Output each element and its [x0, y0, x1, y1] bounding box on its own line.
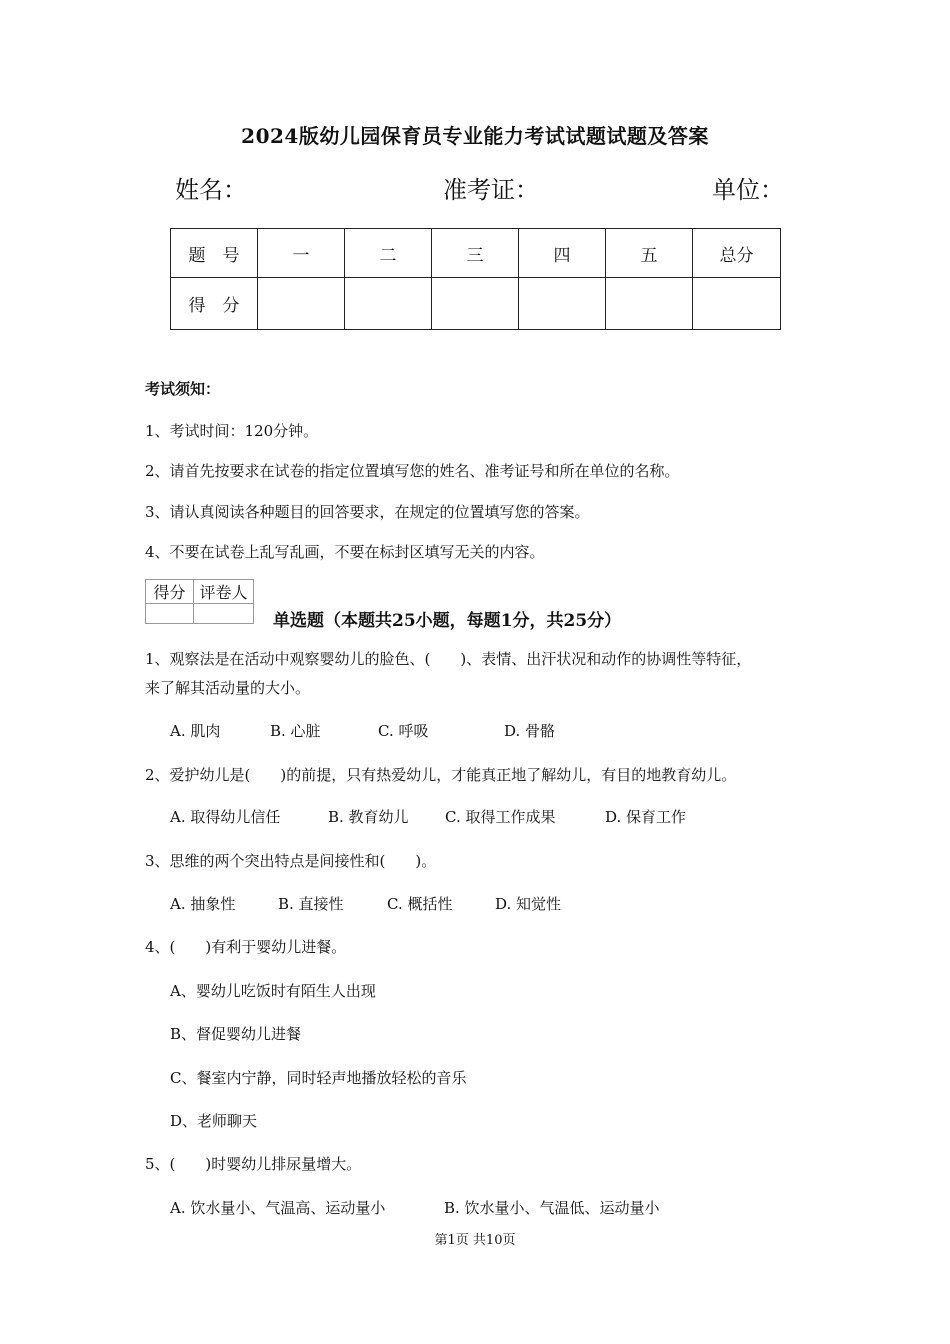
question-4-stem: 4、( )有利于婴幼儿进餐。 [145, 938, 347, 956]
score-header-4: 四 [519, 229, 606, 278]
score-cell-5[interactable] [606, 278, 693, 330]
page-footer: 第1页 共10页 [434, 1233, 516, 1248]
score-cell-total[interactable] [693, 278, 781, 330]
exam-id-label: 准考证： [443, 176, 539, 204]
exam-title: 2024版幼儿园保育员专业能力考试试题试题及答案 [241, 124, 709, 148]
question-3-stem: 3、思维的两个突出特点是间接性和( )。 [145, 852, 437, 870]
question-1-option-a[interactable]: A. 肌肉 [170, 722, 221, 740]
question-5-stem: 5、( )时婴幼儿排尿量增大。 [145, 1155, 362, 1173]
question-1-line-1: 1、观察法是在活动中观察婴幼儿的脸色、( )、表情、出汗状况和动作的协调性等特征， [145, 650, 752, 668]
notice-heading: 考试须知： [145, 380, 221, 398]
grader-reviewer-label: 评卷人 [194, 580, 254, 604]
score-header-question-no: 题 号 [171, 229, 258, 278]
question-5-option-a[interactable]: A. 饮水量小、气温高、运动量小 [170, 1199, 386, 1217]
score-table [170, 228, 781, 330]
question-4-option-c[interactable]: C、餐室内宁静，同时轻声地播放轻松的音乐 [170, 1069, 467, 1087]
question-4-option-d[interactable]: D、老师聊天 [170, 1112, 258, 1130]
question-5-option-b[interactable]: B. 饮水量小、气温低、运动量小 [444, 1199, 660, 1217]
notice-item-4: 4、不要在试卷上乱写乱画，不要在标封区填写无关的内容。 [145, 543, 545, 561]
question-1-options [170, 720, 555, 741]
grader-score-label: 得分 [146, 580, 194, 604]
score-header-3: 三 [432, 229, 519, 278]
section-title: 单选题（本题共25小题，每题1分，共25分） [273, 611, 622, 631]
score-table-header-row [171, 229, 781, 278]
question-2-option-d[interactable]: D. 保育工作 [605, 808, 687, 826]
grader-box [145, 579, 254, 624]
notice-item-1: 1、考试时间：120分钟。 [145, 422, 319, 440]
question-1-line-2: 来了解其活动量的大小。 [145, 679, 311, 697]
question-3-options [170, 893, 561, 914]
score-header-2: 二 [345, 229, 432, 278]
question-1-option-d[interactable]: D. 骨骼 [504, 722, 556, 740]
unit-label: 单位： [712, 176, 784, 204]
grader-score-cell[interactable] [146, 604, 194, 624]
question-1-option-b[interactable]: B. 心脏 [270, 722, 321, 740]
notice-item-3: 3、请认真阅读各种题目的回答要求，在规定的位置填写您的答案。 [145, 503, 590, 521]
score-cell-4[interactable] [519, 278, 606, 330]
question-2-options [170, 806, 686, 827]
question-1-option-c[interactable]: C. 呼吸 [378, 722, 429, 740]
question-5-options [170, 1197, 660, 1218]
question-4-option-b[interactable]: B、督促婴幼儿进餐 [170, 1025, 302, 1043]
score-cell-1[interactable] [258, 278, 345, 330]
notice-item-2: 2、请首先按要求在试卷的指定位置填写您的姓名、准考证号和所在单位的名称。 [145, 462, 680, 480]
question-2-option-b[interactable]: B. 教育幼儿 [328, 808, 409, 826]
score-cell-2[interactable] [345, 278, 432, 330]
question-3-option-c[interactable]: C. 概括性 [387, 895, 453, 913]
question-2-option-a[interactable]: A. 取得幼儿信任 [170, 808, 281, 826]
name-label: 姓名： [175, 176, 247, 204]
question-2-stem: 2、爱护幼儿是( )的前提，只有热爱幼儿，才能真正地了解幼儿，有目的地教育幼儿。 [145, 766, 737, 784]
score-header-5: 五 [606, 229, 693, 278]
score-header-1: 一 [258, 229, 345, 278]
question-3-option-d[interactable]: D. 知觉性 [495, 895, 562, 913]
score-row-label: 得 分 [171, 278, 258, 330]
question-2-option-c[interactable]: C. 取得工作成果 [445, 808, 556, 826]
question-3-option-b[interactable]: B. 直接性 [278, 895, 344, 913]
score-cell-3[interactable] [432, 278, 519, 330]
question-3-option-a[interactable]: A. 抽象性 [170, 895, 236, 913]
score-header-total: 总分 [693, 229, 781, 278]
score-table-score-row [171, 278, 781, 330]
question-4-option-a[interactable]: A、婴幼儿吃饭时有陌生人出现 [170, 982, 376, 1000]
grader-reviewer-cell[interactable] [194, 604, 254, 624]
